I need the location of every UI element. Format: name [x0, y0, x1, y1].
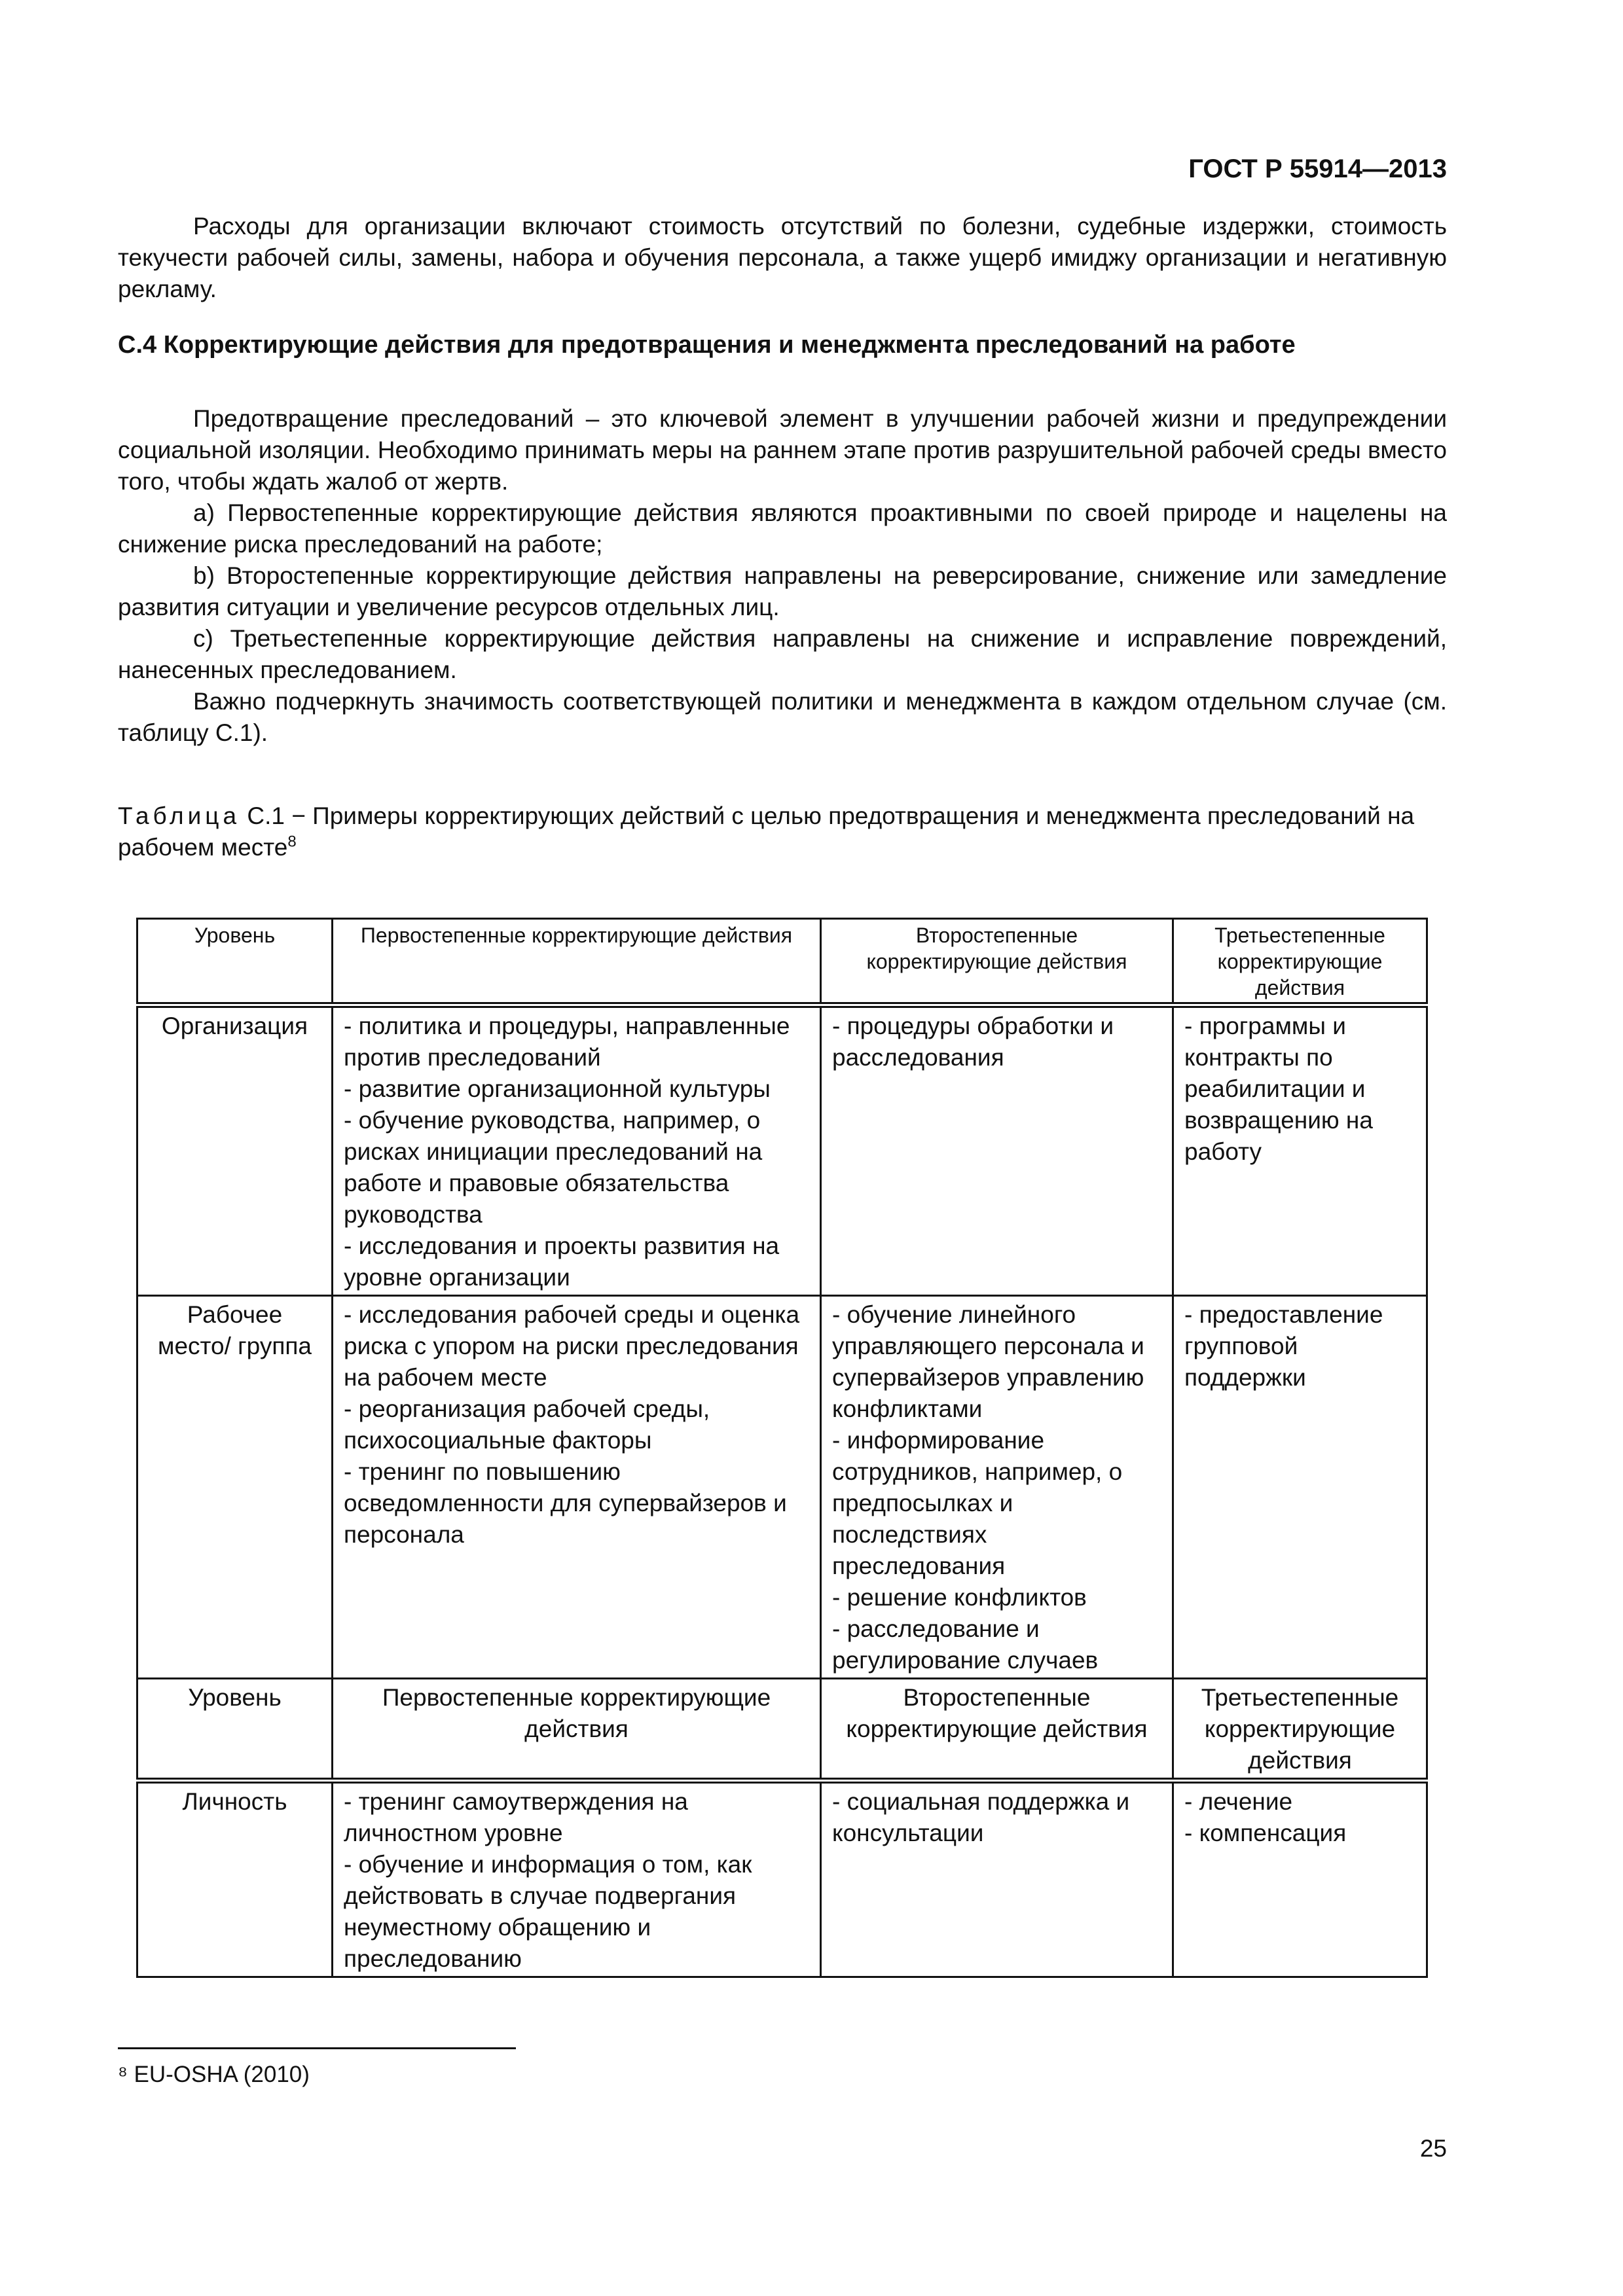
repeat-header-level: Уровень — [137, 1679, 333, 1781]
list-item: - развитие организационной культуры — [344, 1075, 771, 1102]
list-item: - расследование и регулирование случаев — [832, 1615, 1099, 1674]
list-item: - процедуры обработки и расследования — [832, 1013, 1114, 1071]
section-paragraph: Важно подчеркнуть значимость соответствующей политики и менеджмента в каждом отдельном случае (см. таблицу С.1). — [118, 688, 1447, 746]
table-row — [137, 1781, 1427, 1977]
table-header-row — [137, 919, 1427, 1005]
section-paragraph: b) Второстепенные корректирующие действия направлены на реверсирование, снижение или замедление развития ситуации и увеличение ресурсов отдельных лиц. — [118, 562, 1447, 620]
footnote-ref: 8 — [287, 833, 297, 851]
footnote: ⁸ EU-OSHA (2010) — [118, 2062, 310, 2087]
section-paragraph: а) Первостепенные корректирующие действия являются проактивными по своей природе и нацелены на снижение риска преследований на работе; — [118, 499, 1447, 558]
list-item: - исследования рабочей среды и оценка риска с упором на риски преследования на рабочем месте — [344, 1301, 800, 1391]
primary-cell — [333, 1296, 821, 1679]
list-item: - программы и контракты по реабилитации и возвращению на работу — [1184, 1013, 1373, 1165]
repeat-header-secondary: Второстепенные корректирующие действия — [821, 1679, 1173, 1781]
tertiary-cell — [1173, 1296, 1427, 1679]
intro-paragraph: Расходы для организации включают стоимость отсутствий по болезни, судебные издержки, стоимость текучести рабочей силы, замены, набора и обучения персонала, а также ущерб имиджу организации и негативную рекламу. — [118, 213, 1447, 302]
corrective-actions-table — [136, 918, 1428, 1978]
list-item: - исследования и проекты развития на уровне организации — [344, 1232, 780, 1291]
page-number: 25 — [1419, 2135, 1447, 2162]
list-item: - тренинг по повышению осведомленности для супервайзеров и персонала — [344, 1458, 787, 1548]
section-body — [118, 403, 1447, 749]
primary-cell — [333, 1005, 821, 1296]
primary-cell — [333, 1781, 821, 1977]
tertiary-cell — [1173, 1005, 1427, 1296]
list-item: - решение конфликтов — [832, 1584, 1087, 1611]
level-cell: Организация — [137, 1005, 333, 1296]
list-item: - обучение и информация о том, как действовать в случае подвергания неуместному обращению и преследованию — [344, 1851, 752, 1972]
table-caption-label: Таблица — [118, 802, 241, 829]
list-item: - социальная поддержка и консультации — [832, 1788, 1130, 1846]
list-item: - тренинг самоутверждения на личностном уровне — [344, 1788, 688, 1846]
list-item: - обучение руководства, например, о рисках инициации преследований на работе и правовые обязательства руководства — [344, 1107, 763, 1228]
list-item: - обучение линейного управляющего персонала и супервайзеров управлению конфликтами — [832, 1301, 1144, 1422]
list-item: - предоставление групповой поддержки — [1184, 1301, 1383, 1391]
table-row — [137, 1296, 1427, 1679]
repeat-header-primary: Первостепенные корректирующие действия — [333, 1679, 821, 1781]
intro-block — [118, 211, 1447, 305]
tertiary-cell — [1173, 1781, 1427, 1977]
footnote-divider — [118, 2047, 516, 2049]
secondary-cell — [821, 1781, 1173, 1977]
section-paragraph: Предотвращение преследований – это ключевой элемент в улучшении рабочей жизни и предупреждении социальной изоляции. Необходимо принимать меры на раннем этапе против разрушительной рабочей среды вместо того, чтобы ждать жалоб от жертв. — [118, 405, 1447, 495]
level-cell: Рабочее место/ группа — [137, 1296, 333, 1679]
table-repeat-header-row — [137, 1679, 1427, 1781]
list-item: - политика и процедуры, направленные против преследований — [344, 1013, 790, 1071]
header-cell-level: Уровень — [137, 919, 333, 1005]
list-item: - лечение — [1184, 1788, 1293, 1815]
secondary-cell — [821, 1296, 1173, 1679]
repeat-header-tertiary: Третьестепенные корректирующие действия — [1173, 1679, 1427, 1781]
section-paragraph: c) Третьестепенные корректирующие действия направлены на снижение и исправление повреждений, нанесенных преследованием. — [118, 625, 1447, 683]
header-cell-secondary: Второстепенные корректирующие действия — [821, 919, 1173, 1005]
table-caption-text: С.1 − Примеры корректирующих действий с целью предотвращения и менеджмента преследований на рабочем месте — [118, 802, 1415, 861]
list-item: - реорганизация рабочей среды, психосоциальные факторы — [344, 1395, 710, 1454]
list-item: - компенсация — [1184, 1820, 1347, 1846]
list-item: - информирование сотрудников, например, о предпосылках и последствиях преследования — [832, 1427, 1123, 1579]
table-caption — [118, 800, 1447, 863]
secondary-cell — [821, 1005, 1173, 1296]
level-cell: Личность — [137, 1781, 333, 1977]
section-heading: С.4 Корректирующие действия для предотвращения и менеджмента преследований на работе — [118, 331, 1296, 359]
header-cell-tertiary: Третьестепенные корректирующие действия — [1173, 919, 1427, 1005]
header-cell-primary: Первостепенные корректирующие действия — [333, 919, 821, 1005]
table-row — [137, 1005, 1427, 1296]
document-code: ГОСТ Р 55914—2013 — [1188, 154, 1447, 183]
